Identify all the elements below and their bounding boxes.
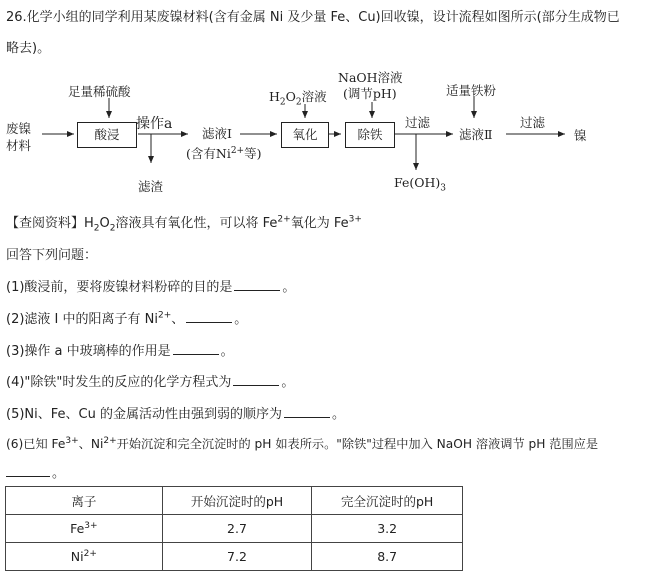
question-1: (1)酸浸前，要将废镍材料粉碎的目的是 。	[6, 280, 296, 295]
reagent-naoh-line1: NaOH溶液	[338, 70, 403, 85]
raw-material-line1: 废镍	[6, 121, 32, 136]
answer-blank-5[interactable]	[284, 405, 330, 418]
table-cell-ion: $Fe^{3+}$	[6, 515, 163, 543]
answer-blank-4[interactable]	[233, 373, 279, 386]
table-row	[6, 543, 463, 571]
question-4: (4)"除铁"时发生的反应的化学方程式为 。	[6, 375, 295, 390]
question-intro-line1: 26.化学小组的同学利用某废镍材料(含有金属 Ni 及少量 Fe、Cu)回收镍，设计流程如图所示(部分生成物已	[6, 10, 620, 25]
table-header-row	[6, 487, 463, 515]
answer-blank-6[interactable]	[6, 464, 50, 477]
raw-material-line2: 材料	[6, 138, 32, 153]
reagent-acid: 足量稀硫酸	[68, 84, 131, 99]
filtrate1-note: (含有$Ni^{2+}$等)	[186, 145, 262, 161]
operation-a: 操作a	[136, 116, 173, 132]
table-cell-start: 2.7	[162, 515, 312, 543]
filtrate2-label: 滤液Ⅱ	[459, 127, 493, 142]
answer-blank-1[interactable]	[234, 278, 280, 291]
question-5: (5)Ni、Fe、Cu 的金属活动性由强到弱的顺序为 。	[6, 407, 345, 422]
reagent-naoh-line2: (调节pH)	[343, 86, 397, 101]
answer-blank-3[interactable]	[173, 342, 219, 355]
answer-blank-2[interactable]	[186, 310, 232, 323]
filtrate1-label: 滤液Ⅰ	[202, 126, 232, 141]
question-3: (3)操作 a 中玻璃棒的作用是 。	[6, 344, 234, 359]
ph-table	[5, 486, 463, 571]
table-row	[6, 515, 463, 543]
process-flowchart	[0, 60, 661, 200]
step-remove-iron: 除铁	[345, 122, 395, 148]
residue: 滤渣	[138, 179, 164, 194]
table-header-start: 开始沉淀时的pH	[162, 487, 312, 515]
table-cell-complete: 8.7	[312, 543, 463, 571]
prompt: 回答下列问题：	[6, 248, 98, 263]
question-2: (2)滤液 I 中的阳离子有 $Ni^{2+}$、 。	[6, 310, 248, 327]
precipitate: $Fe(OH)_3$	[394, 175, 447, 194]
table-cell-start: 7.2	[162, 543, 312, 571]
product: 镍	[574, 128, 587, 143]
filter2: 过滤	[520, 115, 546, 130]
question-6: (6)已知 $Fe^{3+}$、$Ni^{2+}$开始沉淀和完全沉淀时的 pH 如表所示。"除铁"过程中加入 NaOH 溶液调节 pH 范围应是	[6, 435, 599, 451]
reagent-iron-powder: 适量铁粉	[446, 83, 497, 98]
filter1: 过滤	[405, 115, 431, 130]
question-6-answer-line: 。	[6, 462, 65, 481]
table-cell-complete: 3.2	[312, 515, 463, 543]
step-acid-leach: 酸浸	[77, 122, 137, 148]
table-header-ion: 离子	[6, 487, 163, 515]
table-header-complete: 完全沉淀时的pH	[312, 487, 463, 515]
reagent-h2o2: $H_2O_2$溶液	[269, 89, 327, 108]
step-oxidize: 氧化	[281, 122, 329, 148]
question-intro-line2: 略去)。	[6, 41, 51, 56]
info-line: 【查阅资料】$H_2O_2$溶液具有氧化性，可以将 $Fe^{2+}$氧化为 $Fe^{3+}$	[6, 214, 362, 234]
table-cell-ion: $Ni^{2+}$	[6, 543, 163, 571]
